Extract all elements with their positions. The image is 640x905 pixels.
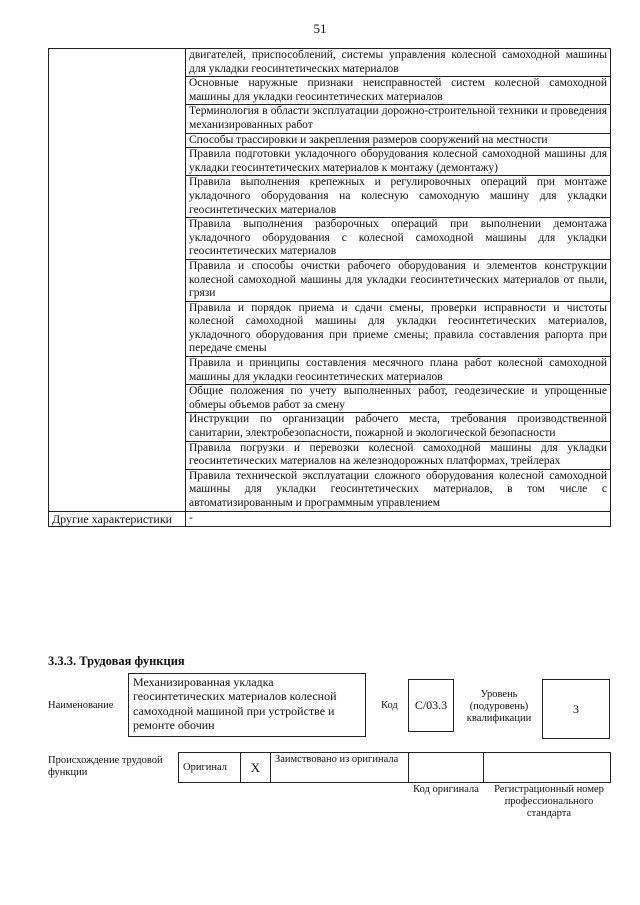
- caption-original-code: Код оригинала: [413, 784, 479, 795]
- knowledge-item: Правила погрузки и перевозки колесной самоходной машины для укладки геосинтетических материалов на железнодорожных платформах, трейлерах: [186, 441, 611, 469]
- knowledge-item: Основные наружные признаки неисправностей систем колесной самоходной машины для укладки геосинтетических материалов: [186, 77, 611, 105]
- knowledge-item: Способы трассировки и закрепления размеров сооружений на местности: [186, 133, 611, 148]
- other-characteristics-row: [49, 511, 611, 526]
- knowledge-item: Правила и способы очистки рабочего оборудования и элементов конструкции колесной самоходной машины для укладки геосинтетических материалов от пыли, грязи: [186, 259, 611, 301]
- knowledge-row: [49, 49, 611, 77]
- borrowed-label: Заимствовано из оригинала: [271, 753, 409, 783]
- knowledge-item: Правила выполнения крепежных и регулировочных операций при монтаже укладочного оборудования на колесную самоходную машину для укладки геосинтетических материалов: [186, 176, 611, 218]
- level-value-box: 3: [542, 679, 610, 739]
- other-characteristics-value: -: [186, 511, 611, 526]
- knowledge-item: Правила технической эксплуатации сложного оборудования колесной самоходной машины для укладки геосинтетических материалов, в том числе с автоматизированным и программным управлением: [186, 469, 611, 511]
- origin-table: [178, 752, 611, 783]
- knowledge-item: Правила и порядок приема и сдачи смены, проверки исправности и чистоты колесной самоходной машины для укладки геосинтетических материалов, укладочного оборудования при приеме смены; правила составления рапорта при передаче смены: [186, 301, 611, 356]
- knowledge-item: Общие положения по учету выполненных работ, геодезические и упрощенные обмеры объемов работ за смену: [186, 385, 611, 413]
- knowledge-item: Правила и принципы составления месячного плана работ колесной самоходной машины для укладки геосинтетических материалов: [186, 357, 611, 385]
- knowledge-item: Правила подготовки укладочного оборудования колесной самоходной машины для укладки геосинтетических материалов к монтажу (демонтажу): [186, 148, 611, 176]
- knowledge-item: Правила выполнения разборочных операций при выполнении демонтажа укладочного оборудования с колесной самоходной машины для укладки геосинтетических материалов: [186, 218, 611, 260]
- knowledge-item: двигателей, приспособлений, системы управления колесной самоходной машины для укладки геосинтетических материалов: [186, 49, 611, 77]
- origin-label: Происхождение трудовой функции: [48, 755, 163, 778]
- page-number: 51: [313, 21, 327, 36]
- original-mark: X: [241, 753, 271, 783]
- knowledge-table: [48, 48, 611, 527]
- name-label: Наименование: [48, 700, 114, 711]
- knowledge-label-cell: [49, 49, 186, 512]
- knowledge-item: Терминология в области эксплуатации дорожно-строительной техники и проведения механизированных работ: [186, 105, 611, 133]
- caption-registration-number: Регистрационный номер профессионального стандарта: [494, 784, 604, 819]
- level-label: Уровень (подуровень) квалификации: [466, 689, 532, 724]
- other-characteristics-label: Другие характеристики: [49, 511, 186, 526]
- code-value-box: C/03.3: [408, 679, 454, 732]
- function-name-box: Механизированная укладка геосинтетических материалов колесной самоходной машиной при устройстве и ремонте обочин: [128, 673, 366, 737]
- original-code-cell: [409, 753, 484, 783]
- knowledge-item: Инструкции по организации рабочего места, требования производственной санитарии, электробезопасности, пожарной и экологической безопасности: [186, 413, 611, 441]
- registration-number-cell: [484, 753, 611, 783]
- code-label: Код: [381, 700, 398, 711]
- original-label: Оригинал: [179, 753, 241, 783]
- section-title: 3.3.3. Трудовая функция: [48, 654, 185, 668]
